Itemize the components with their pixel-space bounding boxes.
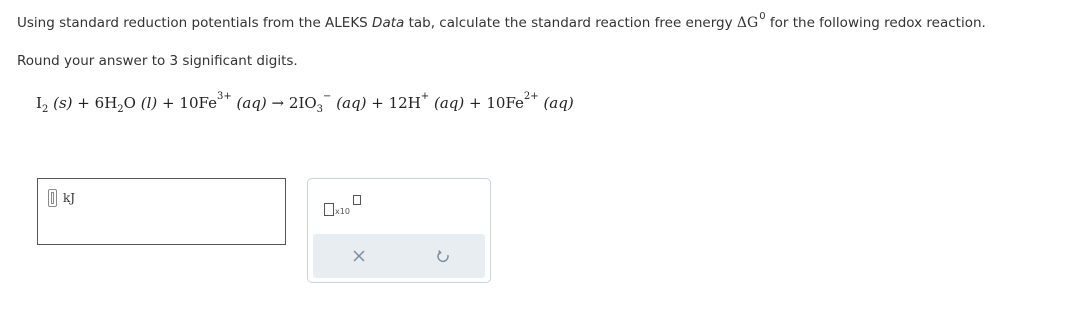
product-hydrogen-ion: 12H+ (aq) [388, 91, 465, 112]
redox-equation [36, 88, 574, 121]
clear-button[interactable] [348, 245, 370, 267]
tool-bar [313, 234, 485, 278]
sci-base-box [324, 203, 334, 216]
plus-sign: + [162, 94, 175, 112]
question-mid: tab, calculate the standard reaction free energy [404, 15, 737, 31]
reaction-arrow: → [271, 94, 285, 112]
sci-exponent-box [353, 195, 361, 205]
plus-sign: + [77, 94, 90, 112]
answer-area [37, 178, 286, 245]
standard-state-superscript: 0 [759, 11, 766, 22]
undo-icon [436, 249, 450, 263]
product-iron-ii: $10Fe^{2+}$ (aq) [486, 91, 574, 112]
question-prompt [17, 11, 986, 34]
product-iodate: $2IO_3^-$ (aq) [288, 91, 367, 115]
scientific-notation-button[interactable] [324, 193, 364, 219]
undo-button[interactable] [432, 245, 454, 267]
delta-symbol: Δ [736, 15, 748, 31]
close-icon [353, 250, 365, 262]
sci-x10-label: x10 [335, 207, 350, 216]
question-intro: Using standard reduction potentials from the ALEKS [17, 15, 373, 31]
data-tab-reference: Data [372, 15, 405, 31]
tool-panel [307, 178, 491, 283]
reactant-iodine: $I_2$ (s) [36, 94, 73, 115]
g-symbol: G [747, 15, 759, 31]
reactant-iron-iii: $10Fe^{3+}$ (aq) [179, 91, 267, 112]
question-outro: for the following redox reaction. [765, 15, 986, 31]
plus-sign: + [371, 94, 384, 112]
plus-sign: + [469, 94, 482, 112]
unit-label: kJ [63, 191, 76, 205]
rounding-instruction: Round your answer to 3 significant digits. [17, 53, 298, 69]
reactant-water: $6H_2O$ (l) [94, 94, 158, 115]
answer-input[interactable] [48, 189, 57, 207]
